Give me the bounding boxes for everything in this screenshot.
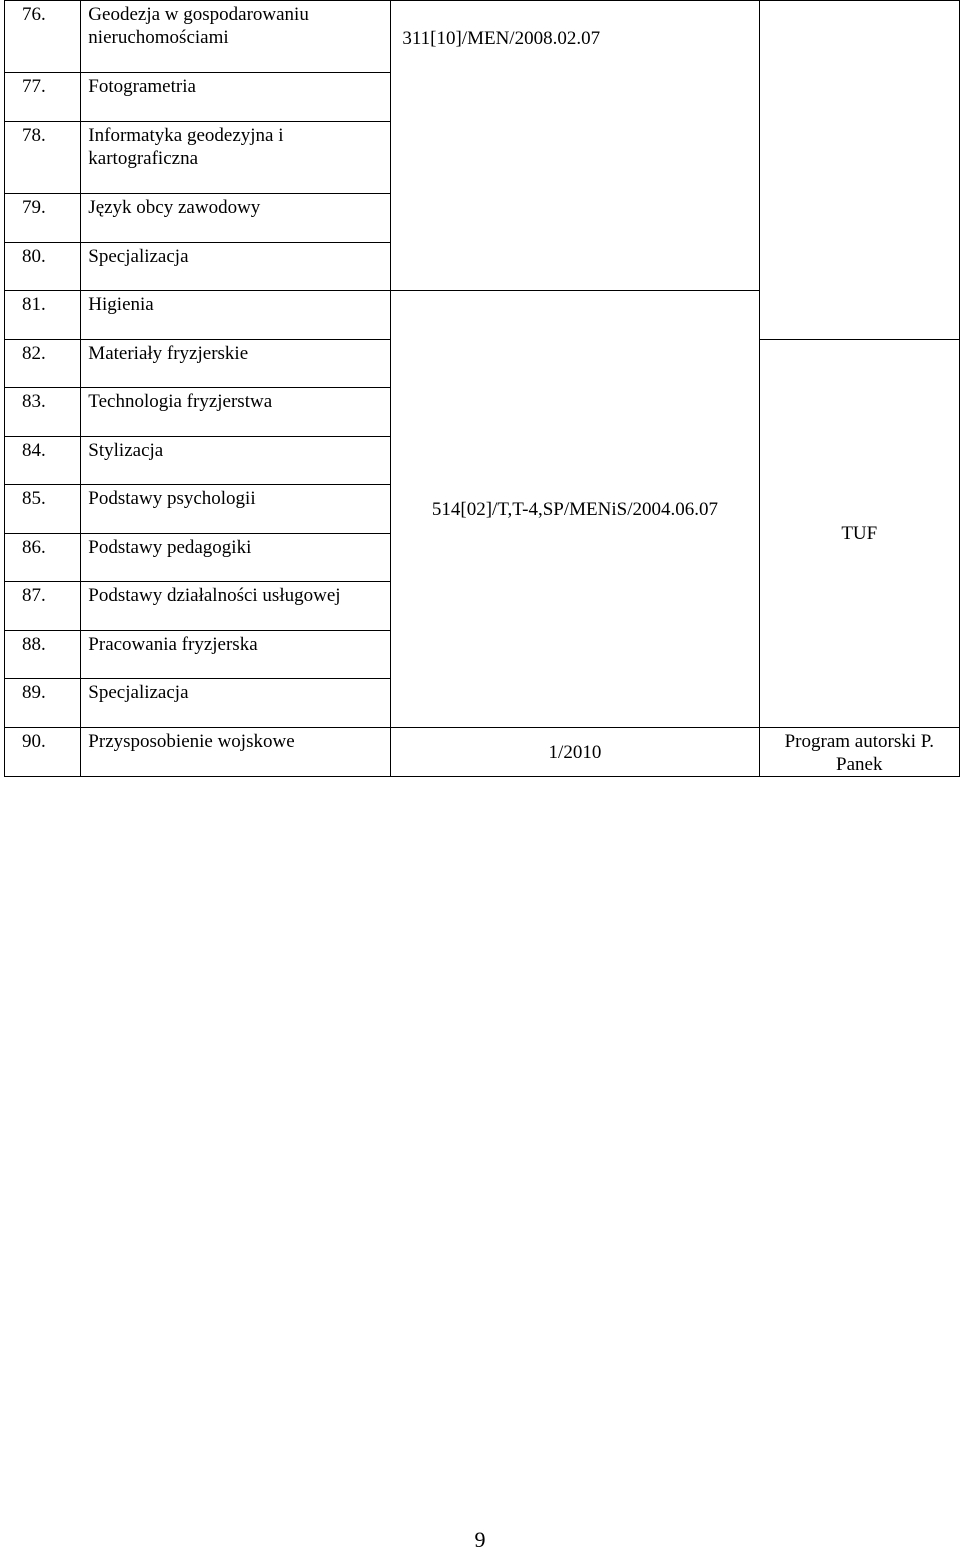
subject-name: Pracowania fryzjerska: [81, 631, 391, 679]
program-number-hairdressing: 514[02]/T,T-4,SP/MENiS/2004.06.07: [391, 291, 759, 728]
row-number: 83.: [5, 388, 81, 437]
subject-name: Informatyka geodezyjna i kartograficzna: [81, 122, 391, 194]
row-number: 88.: [5, 631, 81, 679]
page-number: 9: [474, 1527, 486, 1552]
row-number: 89.: [5, 679, 81, 728]
row-number: 78.: [5, 122, 81, 194]
publisher-hairdressing: TUF: [759, 340, 959, 728]
subject-name: Fotogrametria: [81, 73, 391, 122]
row-number: 81.: [5, 291, 81, 340]
subject-name: Podstawy pedagogiki: [81, 534, 391, 582]
row-number: 80.: [5, 243, 81, 291]
subject-name: Język obcy zawodowy: [81, 194, 391, 243]
subject-name: Podstawy psychologii: [81, 485, 391, 534]
table-row: [5, 728, 960, 777]
table-row: [5, 1, 960, 73]
subject-name: Podstawy działalności usługowej: [81, 582, 391, 631]
row-number: 76.: [5, 1, 81, 73]
subject-name: Materiały fryzjerskie: [81, 340, 391, 388]
subject-name: Specjalizacja: [81, 243, 391, 291]
row-number: 82.: [5, 340, 81, 388]
subject-name: Specjalizacja: [81, 679, 391, 728]
publisher-geodesy: [759, 1, 959, 340]
subject-name: Geodezja w gospodarowaniu nieruchomościami: [81, 1, 391, 73]
row-number: 77.: [5, 73, 81, 122]
subject-name: Technologia fryzjerstwa: [81, 388, 391, 437]
program-number-military: 1/2010: [391, 728, 759, 777]
subject-name: Przysposobienie wojskowe: [81, 728, 391, 777]
subject-name: Higienia: [81, 291, 391, 340]
curriculum-table: [4, 0, 960, 777]
program-number-geodesy: 311[10]/MEN/2008.02.07: [391, 1, 759, 291]
publisher-military: Program autorski P. Panek: [759, 728, 959, 777]
row-number: 85.: [5, 485, 81, 534]
row-number: 86.: [5, 534, 81, 582]
row-number: 79.: [5, 194, 81, 243]
row-number: 90.: [5, 728, 81, 777]
row-number: 87.: [5, 582, 81, 631]
row-number: 84.: [5, 437, 81, 485]
subject-name: Stylizacja: [81, 437, 391, 485]
